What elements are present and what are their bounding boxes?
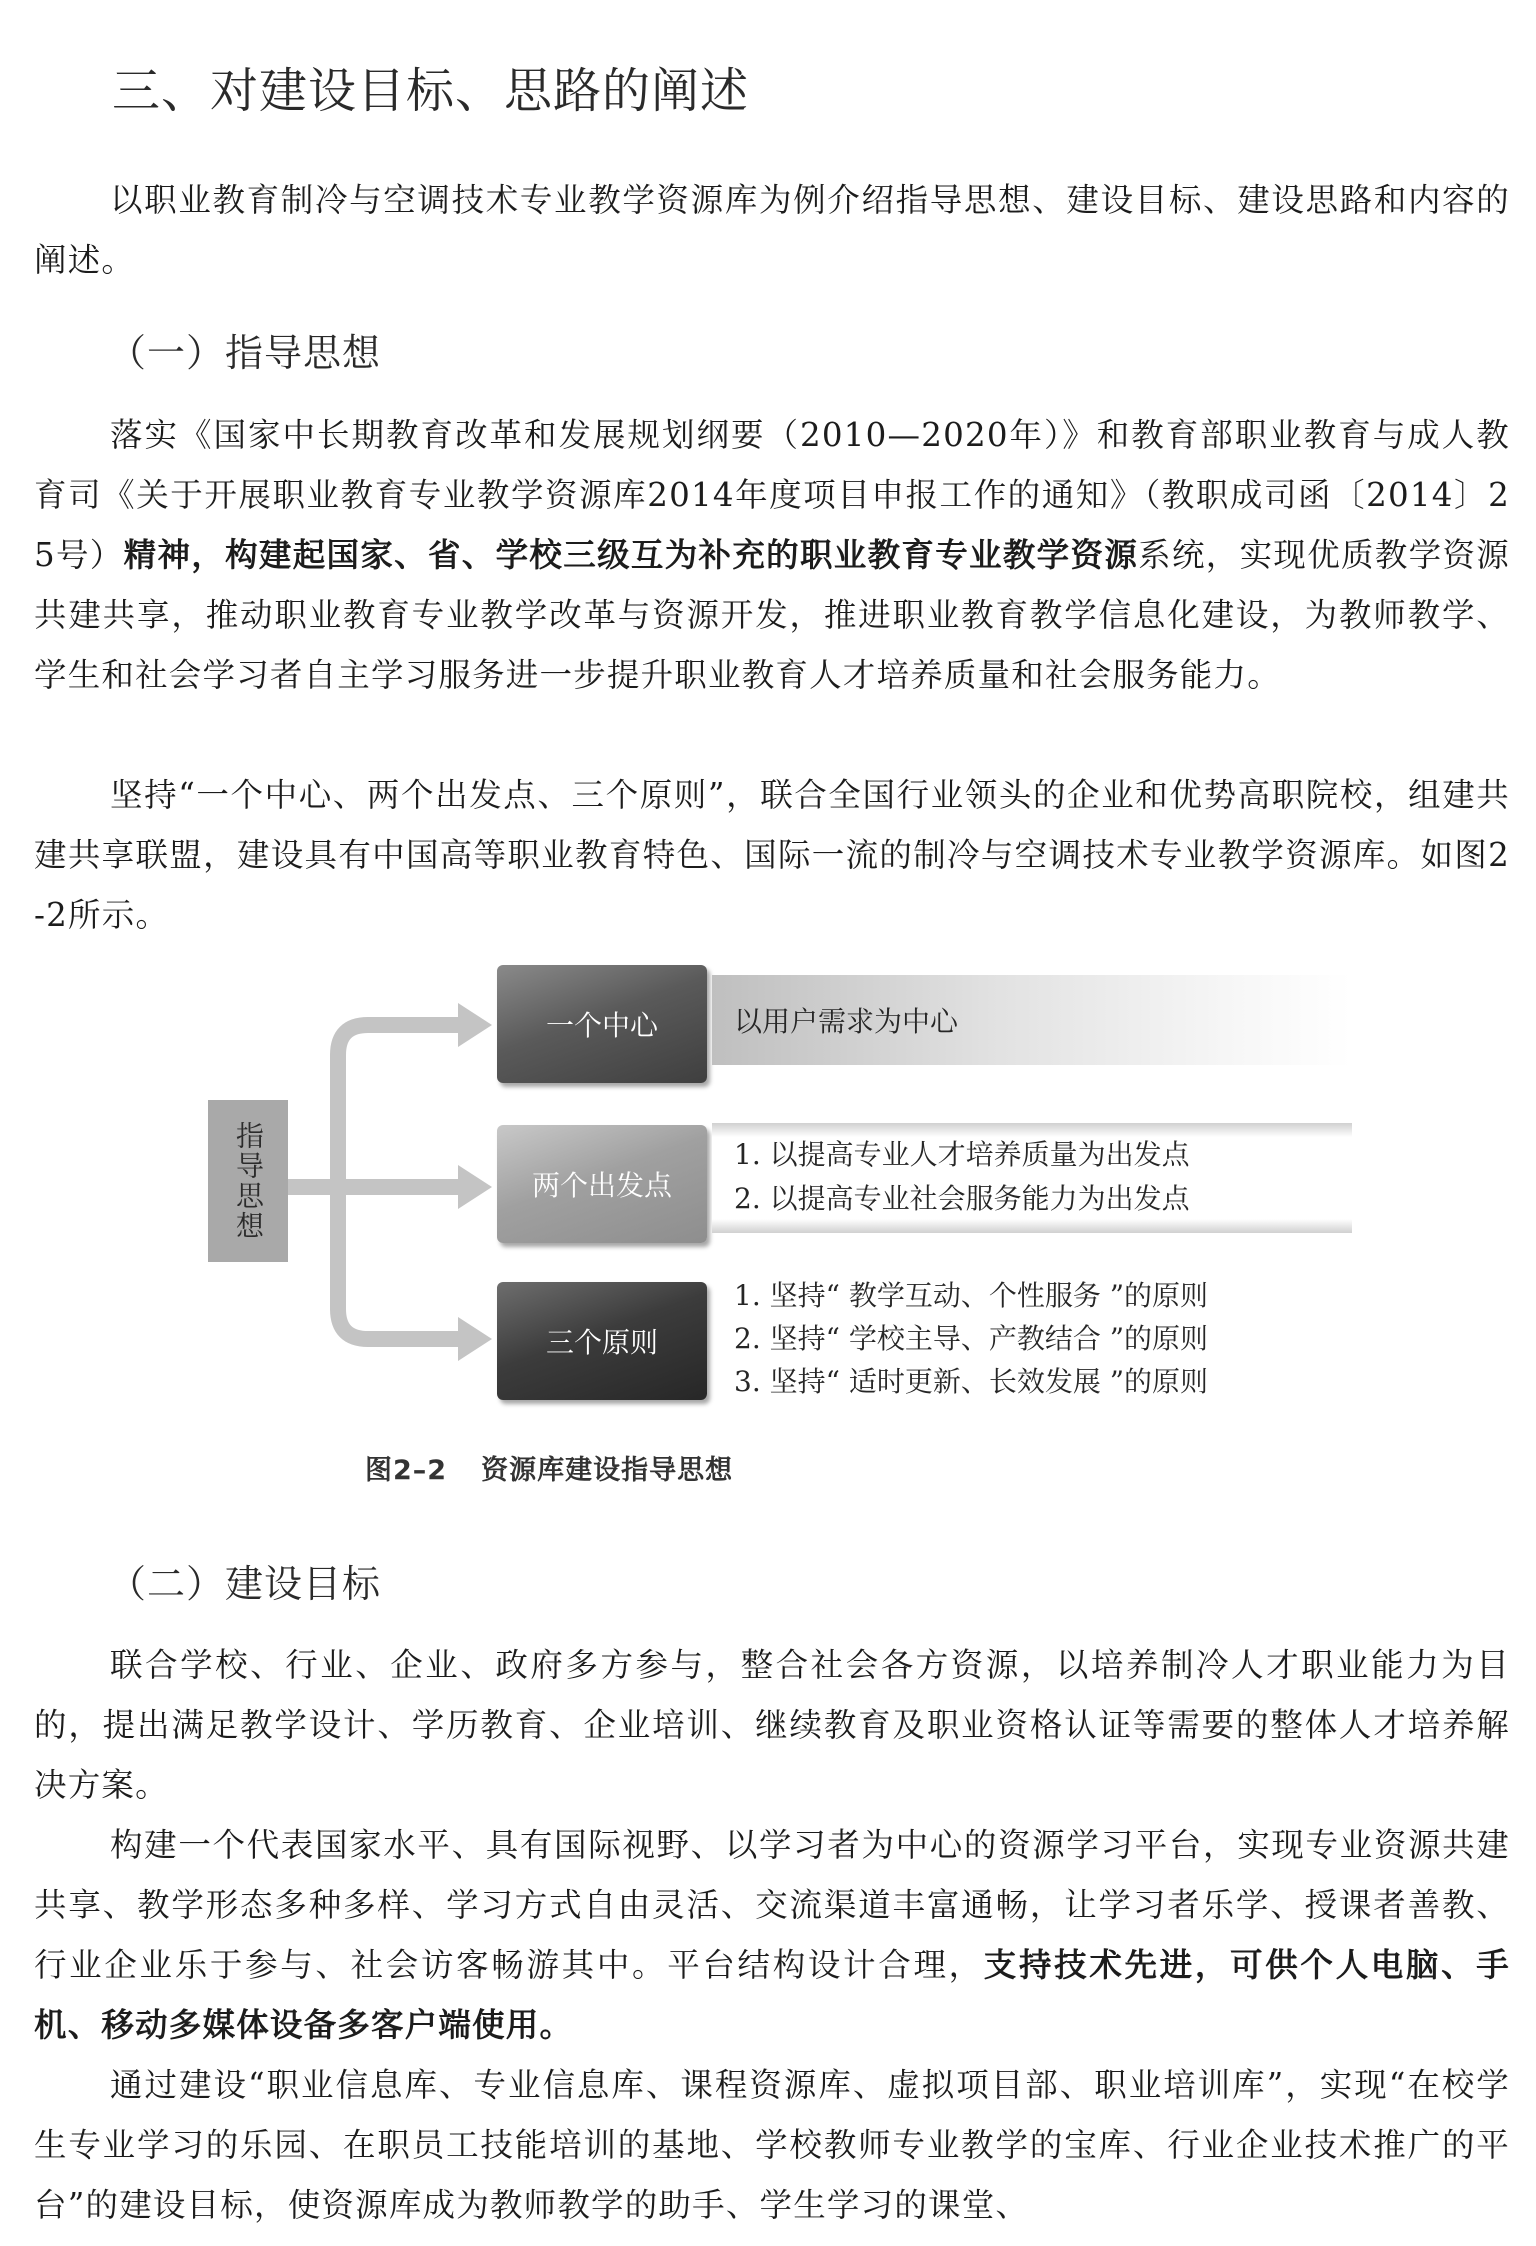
paragraph-bold-text: 精神，构建起国家、省、学校三级互为补充的职业教育专业教学资源 (123, 535, 1139, 574)
paragraph-text: 系统，实现优质教学资源共建共享，推动职业教育专业教学改革与资源开发，推进职业教育教学信息化建设，为教师教学、学生和社会学习者自主学习服务进一步提升职业教育人才培养质量和社会服务能力。 (34, 536, 1511, 694)
construction-goals-paragraph-1: 联合学校、行业、企业、政府多方参与，整合社会各方资源，以培养制冷人才职业能力为目的，提出满足教学设计、学历教育、企业培训、继续教育及职业资格认证等需要的整体人才培养解决方案。 (34, 1646, 1510, 1804)
three-principles-list (712, 1272, 1352, 1412)
figure-title: 资源库建设指导思想 (481, 1455, 734, 1486)
paragraph-text: 构建一个代表国家水平、具有国际视野、以学习者为中心的资源学习平台，实现专业资源共建共享、教学形态多种多样、学习方式自由灵活、交流渠道丰富通畅，让学习者乐学、授课者善教、行业企业乐于参与、社会访客畅游其中。平台结构设计合理， (34, 1826, 1510, 1984)
figure-number: 图2–2 (365, 1455, 448, 1486)
arrow-to-center (338, 1025, 462, 1187)
section-title: 三、对建设目标、思路的阐述 (112, 63, 750, 119)
list-item: 2. 以提高专业社会服务能力为出发点 (734, 1182, 1190, 1215)
construction-goals-paragraph-3: 通过建设“职业信息库、专业信息库、课程资源库、虚拟项目部、职业培训库”，实现“在校学生专业学习的乐园、在职员工技能培训的基地、学校教师专业教学的宝库、行业企业技术推广的平台”的建设目标，使资源库成为教师教学的助手、学生学习的课堂、 (34, 2066, 1510, 2224)
guiding-ideology-paragraph-2: 坚持“一个中心、两个出发点、三个原则”，联合全国行业领头的企业和优势高职院校，组建共建共享联盟，建设具有中国高等职业教育特色、国际一流的制冷与空调技术专业教学资源库。如图2-2所示。 (34, 776, 1510, 934)
paragraph-text: 落实《国家中长期教育改革和发展规划纲要（2010—2020年）》和教育部职业教育与成人教育司《关于开展职业教育专业教学资源库2014年度项目申报工作的通知》（教职成司函〔2014〕25号） (34, 416, 1510, 574)
arrowhead-three (458, 1317, 492, 1361)
one-center-box: 一个中心 (497, 965, 707, 1083)
guiding-ideology-root-box: 指导思想 (208, 1100, 288, 1262)
list-item: 3. 坚持“ 适时更新、长效发展 ”的原则 (734, 1365, 1209, 1398)
list-item: 2. 坚持“ 学校主导、产教结合 ”的原则 (734, 1322, 1209, 1355)
construction-goals-paragraph-2 (34, 1815, 1510, 2055)
one-center-description: 以用户需求为中心 (712, 975, 1352, 1065)
three-principles-box: 三个原则 (497, 1282, 707, 1400)
paragraph-bold-text: 支持技术先进，可供个人电脑、手机、移动多媒体设备多客户端使用。 (34, 1945, 1510, 2044)
subsection-title-construction-goals: （二）建设目标 (108, 1562, 382, 1606)
list-item: 1. 坚持“ 教学互动、个性服务 ”的原则 (734, 1279, 1209, 1312)
two-starting-points-box: 两个出发点 (497, 1125, 707, 1243)
list-item: 1. 以提高专业人才培养质量为出发点 (734, 1138, 1190, 1171)
arrowhead-two (458, 1165, 492, 1209)
arrowhead-center (458, 1003, 492, 1047)
arrow-to-three (338, 1187, 462, 1339)
guiding-ideology-diagram (200, 955, 1350, 1445)
subsection-title-guiding-ideology: （一）指导思想 (108, 331, 382, 375)
figure-caption (365, 1448, 733, 1487)
intro-paragraph: 以职业教育制冷与空调技术专业教学资源库为例介绍指导思想、建设目标、建设思路和内容的阐述。 (34, 181, 1510, 279)
guiding-ideology-paragraph-1 (34, 405, 1510, 705)
two-starting-points-list (712, 1123, 1352, 1233)
